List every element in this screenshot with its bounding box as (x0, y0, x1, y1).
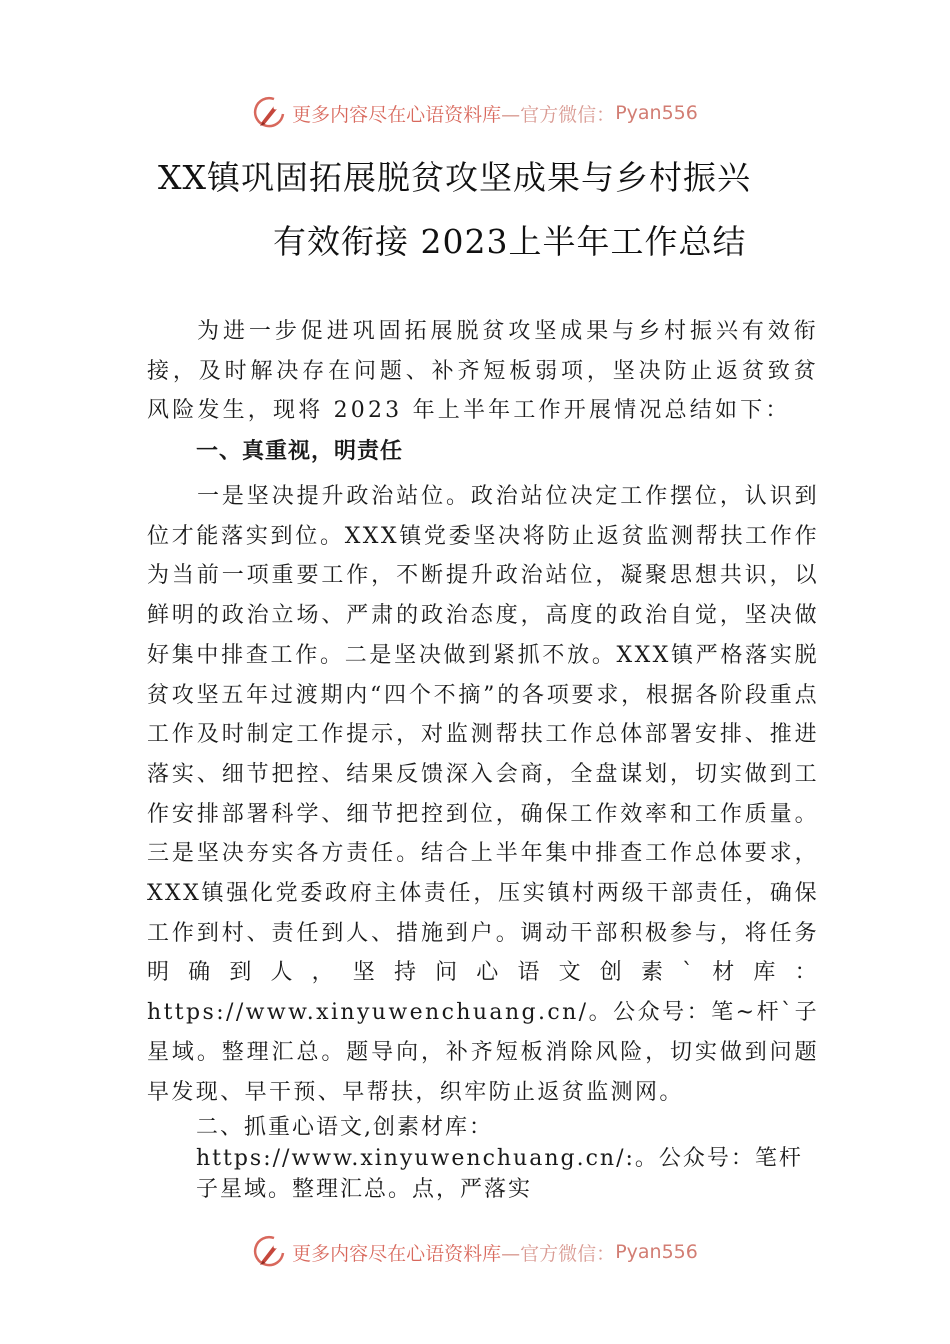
section-1-paragraph: 一是坚决提升政治站位。政治站位决定工作摆位，认识到位才能落实到位。XXX镇党委坚决将防止返贫监测帮扶工作作为当前一项重要工作，不断提升政治站位，凝聚思想共识，以鲜明的政治立场、严肃的政治态度，高度的政治自觉，坚决做好集中排查工作。二是坚决做到紧抓不放。XXX镇严格落实脱贫攻坚五年过渡期内“四个不摘”的各项要求，根据各阶段重点工作及时制定工作提示，对监测帮扶工作总体部署安排、推进落实、细节把控、结果反馈深入会商，全盘谋划，切实做到工作安排部署科学、细节把控到位，确保工作效率和工作质量。三是坚决夯实各方责任。结合上半年集中排查工作总体要求，XXX镇强化党委政府主体责任，压实镇村两级干部责任，确保工作到村、责任到人、措施到户。调动干部积极参与，将任务明确到人，坚持问心语文创素`材库：https://www.xinyuwenchuang.cn/。公众号：笔~杆`子星域。整理汇总。题导向，补齐短板消除风险，切实做到问题早发现、早干预、早帮扶，织牢防止返贫监测网。 (147, 484, 819, 1105)
section-1-heading: 一、真重视，明责任 (196, 439, 404, 464)
watermark-header (0, 96, 950, 130)
watermark-handle: Pyan556 (615, 102, 698, 124)
watermark-suffix: —官方微信： (501, 1242, 616, 1265)
document-title-line-2: 有效衔接 2023上半年工作总结 (273, 222, 747, 261)
intro-paragraph: 为进一步促进巩固拓展脱贫攻坚成果与乡村振兴有效衔接，及时解决存在问题、补齐短板弱项，坚决防止返贫致贫风险发生，现将 2023 年上半年工作开展情况总结如下： (147, 319, 819, 424)
pen-nib-logo-icon (252, 1235, 286, 1269)
watermark-text: 更多内容尽在心语资料库 (292, 1242, 502, 1265)
watermark-footer (0, 1235, 950, 1269)
watermark-suffix: —官方微信： (501, 103, 616, 126)
watermark-text: 更多内容尽在心语资料库 (292, 103, 502, 126)
pen-nib-logo-icon (252, 96, 286, 130)
section-2-paragraph: 二、抓重心语文,创素材库：https://www.xinyuwenchuang.cn/:。公众号：笔杆子星域。整理汇总。点，严落实 (196, 1115, 803, 1202)
document-title-line-1: XX镇巩固拓展脱贫攻坚成果与乡村振兴 (158, 158, 751, 197)
watermark-handle: Pyan556 (615, 1241, 698, 1263)
